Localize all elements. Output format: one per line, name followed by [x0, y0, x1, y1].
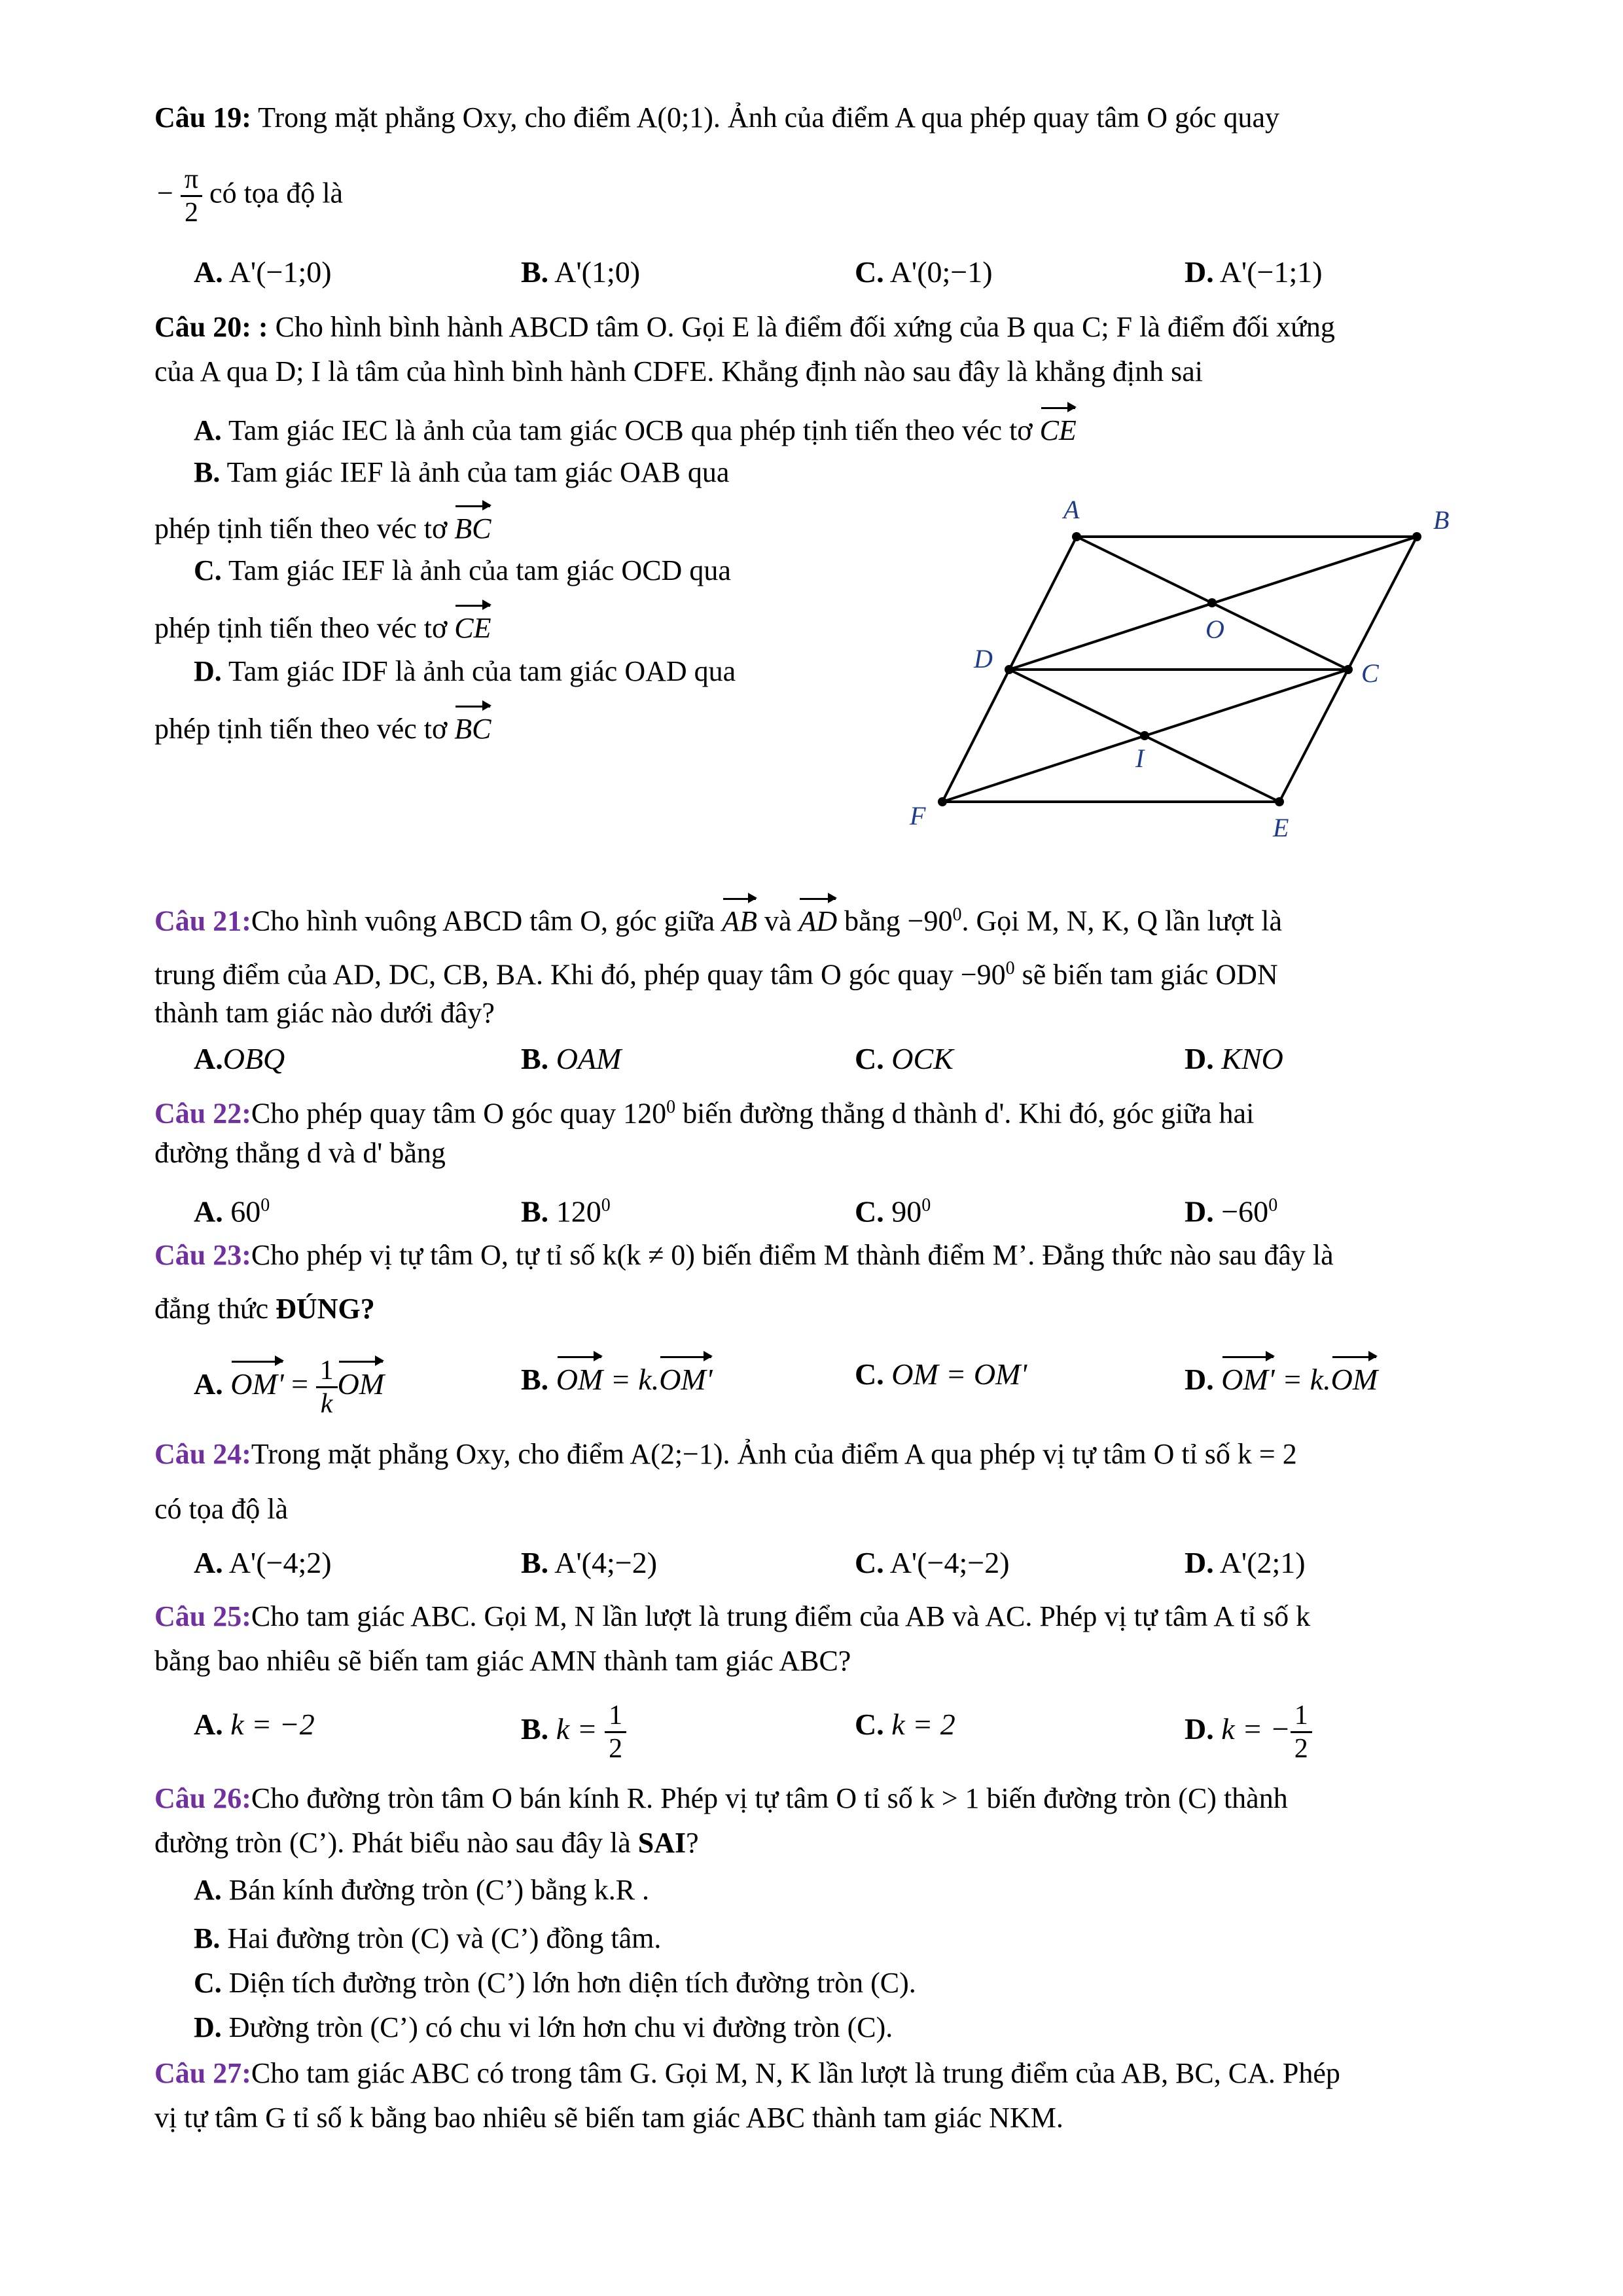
label-i: I	[1135, 744, 1145, 773]
label-f: F	[910, 801, 926, 831]
q21-text: trung điểm của AD, DC, CB, BA. Khi đó, phép quay tâm O góc quay −90	[154, 958, 1006, 991]
q22-option-d[interactable]	[1185, 1186, 1277, 1231]
vector-ad: AD	[798, 897, 837, 941]
q25-option-d[interactable]	[1185, 1696, 1312, 1765]
q21-stem-3	[154, 994, 495, 1033]
option-label: C.	[855, 1708, 884, 1741]
option-value: k = −2	[223, 1708, 315, 1741]
q20-option-b-cont	[154, 504, 491, 548]
q21-text: Cho hình vuông ABCD tâm O, góc giữa	[251, 905, 722, 937]
option-value: 90	[883, 1194, 922, 1229]
q24-stem-1	[154, 1435, 1297, 1474]
q26-stem-2	[154, 1823, 699, 1863]
option-value: OM = OM'	[883, 1357, 1027, 1391]
q23-title: Câu 23:	[154, 1239, 251, 1271]
option-value: A'(2;1)	[1213, 1546, 1306, 1579]
option-eq: = k.	[603, 1363, 660, 1396]
fraction-num: 1	[605, 1700, 626, 1733]
q26-option-d[interactable]	[194, 2008, 893, 2047]
option-label: D.	[194, 655, 222, 687]
degree-sup: 0	[260, 1195, 270, 1215]
option-text: phép tịnh tiến theo véc tơ	[154, 713, 455, 745]
q23-option-a[interactable]	[194, 1355, 384, 1420]
option-value: A'(−1;1)	[1219, 255, 1323, 289]
q21-text: và	[757, 905, 799, 937]
q21-text: . Gọi M, N, K, Q lần lượt là	[961, 905, 1283, 937]
option-value: OCK	[883, 1042, 954, 1075]
option-label: B.	[194, 1922, 221, 1954]
q22-option-a[interactable]	[194, 1186, 270, 1231]
q27-text: vị tự tâm G tỉ số k bằng bao nhiêu sẽ biến tam giác ABC thành tam giác NKM.	[154, 2102, 1063, 2134]
q26-title: Câu 26:	[154, 1782, 251, 1814]
label-d: D	[974, 644, 993, 673]
option-label: D.	[194, 2011, 222, 2043]
fraction-num: 1	[1291, 1700, 1312, 1733]
label-a: A	[1063, 495, 1080, 524]
option-label: A.	[194, 1194, 223, 1229]
q19-text: Trong mặt phẳng Oxy, cho điểm A(0;1). Ảnh của điểm A qua phép quay tâm O góc quay	[251, 101, 1280, 134]
vector-om: OM	[1331, 1355, 1378, 1399]
option-text: Hai đường tròn (C) và (C’) đồng tâm.	[220, 1922, 662, 1954]
q19-option-c[interactable]	[855, 253, 993, 292]
option-label: A.	[194, 1874, 222, 1906]
option-label: C.	[855, 255, 884, 289]
q25-text: Cho tam giác ABC. Gọi M, N lần lượt là trung điểm của AB và AC. Phép vị tự tâm A tỉ số k	[251, 1600, 1311, 1632]
q23-option-c[interactable]	[855, 1355, 1027, 1394]
q19-angle-num: π	[181, 164, 202, 197]
fraction-1-over-2	[1291, 1700, 1312, 1765]
q19-angle-sign: −	[157, 177, 173, 209]
option-value: OBQ	[223, 1042, 285, 1075]
option-label: A.	[194, 1042, 223, 1075]
q24-title: Câu 24:	[154, 1438, 251, 1470]
q25-option-a[interactable]	[194, 1705, 315, 1744]
q20-option-c[interactable]	[194, 551, 731, 590]
point-f	[938, 797, 947, 806]
q20-option-b[interactable]	[194, 453, 729, 492]
q23-option-d[interactable]	[1185, 1355, 1378, 1399]
q25-stem-1	[154, 1597, 1310, 1636]
vector-bc: BC	[454, 504, 491, 548]
q21-option-b[interactable]	[521, 1039, 621, 1079]
q23-emphasis: ĐÚNG?	[276, 1293, 375, 1325]
point-d	[1005, 665, 1014, 674]
option-label: D.	[1185, 1712, 1214, 1746]
q19-stem-2	[157, 164, 343, 228]
q19-option-a[interactable]	[194, 253, 332, 292]
point-i	[1140, 731, 1149, 740]
q27-text: Cho tam giác ABC có trong tâm G. Gọi M, N, K lần lượt là trung điểm của AB, BC, CA. Phép	[251, 2057, 1340, 2089]
option-value: A'(−4;−2)	[883, 1546, 1010, 1579]
option-value: 60	[223, 1194, 261, 1229]
q20-stem-2	[154, 352, 1203, 391]
q21-title: Câu 21:	[154, 905, 251, 937]
q26-text: đường tròn (C’). Phát biểu nào sau đây là	[154, 1827, 638, 1859]
vector-om-prime: OM'	[659, 1355, 712, 1399]
fraction-1-over-2	[605, 1700, 626, 1765]
degree-sup: 0	[952, 905, 962, 925]
option-value: A'(4;−2)	[548, 1546, 658, 1579]
q23-text: đẳng thức	[154, 1293, 276, 1325]
q22-text: biến đường thẳng d thành d'. Khi đó, góc giữa hai	[675, 1097, 1255, 1130]
option-label: C.	[855, 1194, 884, 1229]
q24-option-a[interactable]	[194, 1543, 332, 1583]
option-value: A'(−1;0)	[228, 255, 332, 289]
option-eq: = k.	[1274, 1363, 1331, 1396]
q22-title: Câu 22:	[154, 1097, 251, 1130]
q19-stem	[154, 98, 1279, 137]
q25-text: bằng bao nhiêu sẽ biến tam giác AMN thành tam giác ABC?	[154, 1645, 851, 1677]
option-text: Tam giác IDF là ảnh của tam giác OAD qua	[221, 655, 736, 687]
label-c: C	[1361, 658, 1379, 688]
q25-title: Câu 25:	[154, 1600, 251, 1632]
option-text: Đường tròn (C’) có chu vi lớn hơn chu vi đường tròn (C).	[221, 2011, 893, 2043]
option-label: A.	[194, 1367, 223, 1401]
vector-om: OM	[338, 1359, 385, 1404]
q22-option-c[interactable]	[855, 1186, 931, 1231]
option-label: B.	[194, 456, 221, 488]
option-label: C.	[855, 1042, 884, 1075]
option-label: D.	[1185, 1546, 1214, 1579]
option-value: −60	[1213, 1194, 1269, 1229]
fraction-num: 1	[316, 1355, 338, 1388]
point-e	[1275, 797, 1284, 806]
q25-stem-2	[154, 1641, 851, 1681]
option-value: 120	[548, 1194, 601, 1229]
option-eq: =	[283, 1367, 316, 1401]
q26-emphasis: SAI	[637, 1827, 687, 1859]
option-label: B.	[521, 1194, 549, 1229]
degree-sup: 0	[921, 1195, 931, 1215]
q19-text2: có tọa độ là	[202, 177, 344, 209]
q20-title: Câu 20: :	[154, 311, 268, 343]
q27-title: Câu 27:	[154, 2057, 251, 2089]
q23-text: Cho phép vị tự tâm O, tự tỉ số k(k ≠ 0) biến điểm M thành điểm M’. Đẳng thức nào sau đây là	[251, 1239, 1334, 1271]
q26-text: Cho đường tròn tâm O bán kính R. Phép vị tự tâm O tỉ số k > 1 biến đường tròn (C) thành	[251, 1782, 1288, 1814]
degree-sup: 0	[666, 1097, 676, 1117]
q20-option-c-cont	[154, 603, 491, 648]
option-label: C.	[194, 554, 222, 586]
parallelogram-figure	[890, 484, 1479, 851]
option-label: B.	[521, 1712, 549, 1746]
q19-angle-fraction	[181, 164, 202, 228]
q19-title: Câu 19:	[154, 101, 251, 134]
option-label: D.	[1185, 255, 1214, 289]
label-o: O	[1205, 615, 1224, 644]
q20-option-d-cont	[154, 704, 491, 749]
option-label: A.	[194, 255, 223, 289]
vector-ce: CE	[1040, 406, 1077, 450]
q27-stem-1	[154, 2054, 1340, 2093]
option-text: Tam giác IEC là ảnh của tam giác OCB qua phép tịnh tiến theo véc tơ	[221, 414, 1040, 446]
option-label: A.	[194, 414, 222, 446]
option-value: A'(−4;2)	[223, 1546, 332, 1579]
option-label: D.	[1185, 1194, 1214, 1229]
q22-stem-1	[154, 1088, 1254, 1134]
q21-text: bằng −90	[837, 905, 953, 937]
option-text: phép tịnh tiến theo véc tơ	[154, 512, 455, 545]
option-label: B.	[521, 1363, 549, 1396]
option-text: Tam giác IEF là ảnh của tam giác OCD qua	[221, 554, 731, 586]
option-label: D.	[1185, 1363, 1214, 1396]
point-c	[1344, 665, 1353, 674]
vector-om-prime: OM'	[230, 1359, 283, 1404]
q20-stem-1	[154, 308, 1335, 347]
q24-option-d[interactable]	[1185, 1543, 1306, 1583]
option-value: k = 2	[883, 1708, 955, 1741]
q24-stem-2	[154, 1490, 288, 1529]
option-text: phép tịnh tiến theo véc tơ	[154, 612, 455, 644]
q24-option-c[interactable]	[855, 1543, 1010, 1583]
point-o	[1207, 598, 1217, 607]
q26-option-b[interactable]	[194, 1919, 661, 1958]
vector-bc: BC	[454, 704, 491, 749]
q23-stem-2	[154, 1289, 375, 1329]
q19-option-d[interactable]	[1185, 253, 1323, 292]
q24-text: Trong mặt phẳng Oxy, cho điểm A(2;−1). Ảnh của điểm A qua phép vị tự tâm O tỉ số k = 2	[251, 1438, 1297, 1470]
option-value: k =	[548, 1712, 605, 1746]
q21-option-d[interactable]	[1185, 1039, 1283, 1079]
point-a	[1072, 532, 1081, 541]
option-label: B.	[521, 1042, 549, 1075]
q22-option-b[interactable]	[521, 1186, 611, 1231]
q20-option-d[interactable]	[194, 652, 736, 691]
degree-sup: 0	[1268, 1195, 1278, 1215]
q26-option-c[interactable]	[194, 1964, 916, 2003]
fraction-den: 2	[609, 1733, 623, 1764]
q21-option-a[interactable]	[194, 1039, 285, 1079]
q22-stem-2	[154, 1134, 446, 1173]
q20-option-a[interactable]	[194, 406, 1077, 450]
fraction-den: k	[320, 1389, 333, 1419]
q26-stem-1	[154, 1779, 1288, 1818]
q26-option-a[interactable]	[194, 1871, 649, 1910]
option-value: A'(1;0)	[554, 255, 641, 289]
q21-option-c[interactable]	[855, 1039, 954, 1079]
q25-option-c[interactable]	[855, 1705, 955, 1744]
q27-stem-2	[154, 2098, 1063, 2138]
option-value: KNO	[1213, 1042, 1283, 1075]
degree-sup: 0	[1005, 958, 1015, 978]
fraction-den: 2	[1294, 1733, 1308, 1764]
q26-text: ?	[686, 1827, 699, 1859]
q25-option-b[interactable]	[521, 1696, 626, 1765]
q20-text2: của A qua D; I là tâm của hình bình hành CDFE. Khẳng định nào sau đây là khẳng định sai	[154, 355, 1204, 387]
fraction-1-over-k	[316, 1355, 338, 1420]
vector-om: OM	[556, 1355, 603, 1399]
option-label: B.	[521, 255, 549, 289]
option-value: OAM	[548, 1042, 622, 1075]
option-label: C.	[855, 1546, 884, 1579]
option-value: A'(0;−1)	[889, 255, 993, 289]
q20-text1: Cho hình bình hành ABCD tâm O. Gọi E là điểm đối xứng của B qua C; F là điểm đối xứng	[268, 311, 1335, 343]
option-label: A.	[194, 1546, 223, 1579]
q21-text: thành tam giác nào dưới đây?	[154, 997, 495, 1029]
vector-om-prime: OM'	[1221, 1355, 1274, 1399]
option-text: Diện tích đường tròn (C’) lớn hơn diện tích đường tròn (C).	[221, 1967, 916, 1999]
option-label: A.	[194, 1708, 223, 1741]
q19-option-b[interactable]	[521, 253, 640, 292]
label-e: E	[1273, 813, 1289, 842]
vector-ce: CE	[454, 603, 491, 648]
q21-stem-2	[154, 949, 1278, 995]
vector-ab: AB	[722, 897, 757, 941]
q21-text: sẽ biến tam giác ODN	[1014, 958, 1278, 991]
q23-stem-1	[154, 1236, 1334, 1275]
q21-stem-1	[154, 895, 1282, 941]
q24-text: có tọa độ là	[154, 1493, 289, 1525]
degree-sup: 0	[601, 1195, 611, 1215]
option-text: Bán kính đường tròn (C’) bằng k.R .	[221, 1874, 650, 1906]
option-label: C.	[194, 1967, 222, 1999]
option-label: C.	[855, 1357, 884, 1391]
q24-option-b[interactable]	[521, 1543, 657, 1583]
q19-angle-den: 2	[184, 198, 198, 228]
q22-text: Cho phép quay tâm O góc quay 120	[251, 1097, 667, 1130]
label-b: B	[1433, 505, 1450, 535]
option-label: B.	[521, 1546, 549, 1579]
option-label: D.	[1185, 1042, 1214, 1075]
option-text: Tam giác IEF là ảnh của tam giác OAB qua	[220, 456, 730, 488]
q22-text: đường thẳng d và d' bằng	[154, 1137, 446, 1169]
option-value: k = −	[1213, 1712, 1291, 1746]
q23-option-b[interactable]	[521, 1355, 713, 1399]
point-b	[1412, 532, 1421, 541]
